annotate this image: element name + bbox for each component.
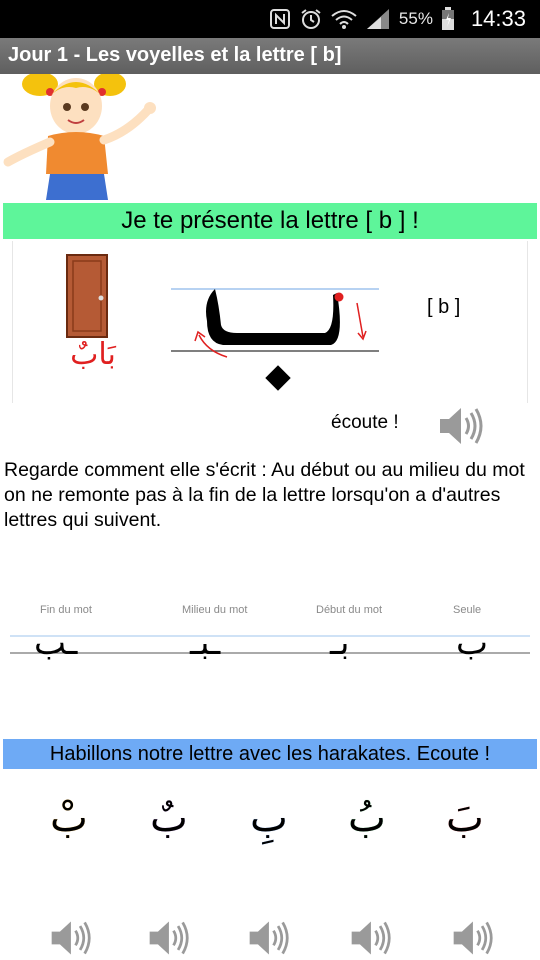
- form-label-isolated: Seule: [453, 604, 482, 616]
- form-glyph-isolated: ب: [456, 623, 489, 663]
- speaker-icon[interactable]: [246, 916, 290, 960]
- battery-icon: [441, 7, 455, 31]
- speaker-icon[interactable]: [48, 916, 92, 960]
- harakates-row: [0, 780, 540, 860]
- harakates-heading: Habillons notre lettre avec les harakates. Ecoute !: [49, 743, 491, 765]
- alarm-icon: [299, 7, 323, 31]
- harakat-letter-damma[interactable]: بُ: [348, 795, 386, 841]
- form-label-end: Fin du mot: [40, 604, 92, 616]
- harakat-letter-fatha[interactable]: بَ: [446, 795, 484, 841]
- intro-heading-band: [3, 203, 537, 239]
- status-icons: [269, 0, 526, 38]
- harakates-audio-buttons: [0, 914, 540, 960]
- letter-forms-strip: [0, 595, 540, 680]
- form-label-middle: Milieu du mot: [182, 604, 248, 616]
- writing-explanation: Regarde comment elle s'écrit : Au début ou au milieu du mot on ne remonte pas à la fin de la lettre lorsqu'on a d'autres lettres qui suivent.: [4, 459, 525, 531]
- nfc-icon: [269, 8, 291, 30]
- letter-transliteration: [ b ]: [427, 296, 461, 318]
- form-glyph-middle: ـبـ: [190, 623, 221, 663]
- signal-icon: [365, 8, 391, 30]
- status-bar: [0, 0, 540, 38]
- letter-presentation-panel: [12, 241, 528, 403]
- intro-heading: Je te présente la lettre [ b ] !: [121, 207, 419, 234]
- door-illustration: [67, 255, 107, 337]
- speaker-icon[interactable]: [436, 404, 484, 448]
- app-bar: [0, 38, 540, 74]
- wifi-icon: [331, 8, 357, 30]
- harakat-letter-dammatan[interactable]: بٌ: [150, 795, 188, 841]
- harakat-letter-kasra[interactable]: بِ: [250, 795, 288, 841]
- page-title: Jour 1 - Les voyelles et la lettre [ b]: [8, 44, 342, 66]
- form-glyph-start: بـ: [330, 623, 350, 663]
- harakates-heading-band: [3, 739, 537, 769]
- speaker-icon[interactable]: [348, 916, 392, 960]
- harakat-letter-sukun[interactable]: بْ: [50, 795, 88, 841]
- form-label-start: Début du mot: [316, 604, 383, 616]
- clock: 14:33: [470, 6, 526, 31]
- speaker-icon[interactable]: [146, 916, 190, 960]
- battery-percent: 55%: [398, 9, 433, 28]
- illustration-word: بَابٌ: [70, 337, 116, 372]
- form-glyph-end: ـب: [34, 623, 78, 663]
- letter-diagram: [13, 241, 529, 403]
- listen-label: écoute !: [331, 412, 399, 433]
- speaker-icon[interactable]: [450, 916, 494, 960]
- girl-illustration: [0, 74, 165, 200]
